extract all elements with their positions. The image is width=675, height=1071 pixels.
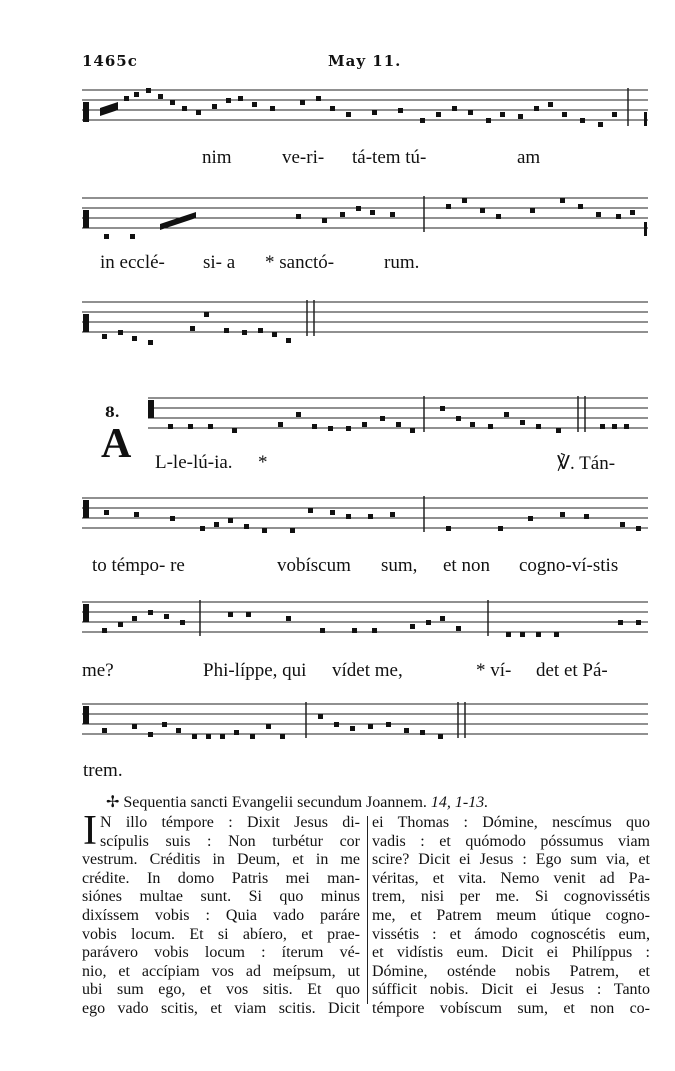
syllable: rum. bbox=[384, 252, 420, 273]
asterisk: * bbox=[258, 452, 268, 473]
gospel-right-column bbox=[372, 814, 650, 1019]
text-line: ubi sum ego, et vos sitis. Et quo bbox=[82, 981, 360, 999]
page-number: 1465c bbox=[82, 52, 138, 70]
text-line: scípulis suis : Non turbétur cor bbox=[100, 832, 360, 850]
syllable: * sanctó- bbox=[265, 252, 335, 273]
text-line: dixíssem vobis : Quia vado paráre bbox=[82, 906, 360, 924]
text-line: et vidístis eum. Dicit ei Philíppus : bbox=[372, 944, 650, 962]
chant-staff-7 bbox=[0, 694, 675, 754]
gospel-heading bbox=[106, 792, 488, 812]
gospel-reference: 14, 1-13. bbox=[430, 794, 489, 811]
chant-staff-3 bbox=[0, 292, 675, 352]
syllable: in ecclé- bbox=[100, 252, 165, 273]
syllable: det et Pá- bbox=[536, 660, 608, 681]
gospel-initial: I bbox=[83, 808, 97, 854]
page-date: May 11. bbox=[328, 52, 402, 70]
chant-staff-5 bbox=[0, 488, 675, 548]
chant-staff-4 bbox=[0, 388, 675, 448]
lyrics-line-6 bbox=[0, 660, 675, 684]
syllable: si- a bbox=[203, 252, 236, 273]
cross-icon: ✢ bbox=[106, 794, 120, 811]
text-line: témpore vobíscum sum, et non co- bbox=[372, 999, 650, 1017]
syllable: to témpo- re bbox=[92, 555, 185, 576]
chant-staff-2 bbox=[0, 188, 675, 248]
syllable: nim bbox=[202, 147, 232, 168]
syllable: vobíscum bbox=[277, 555, 351, 576]
gospel-title: Sequentia sancti Evangelii secundum Joannem. bbox=[123, 794, 427, 811]
lyrics-line-5 bbox=[0, 555, 675, 579]
text-line: ei Thomas : Dómine, nescímus quo bbox=[372, 814, 650, 831]
text-line: parávero vobis locum : íterum vé- bbox=[82, 944, 360, 962]
text-line: me, et Patrem meum útique cogno- bbox=[372, 906, 650, 924]
text-line: ego vado scitis, et viam scitis. Dicit bbox=[82, 999, 360, 1017]
text-line: scire? Dicit ei Jesus : Ego sum via, et bbox=[372, 851, 650, 869]
syllable: * ví- bbox=[476, 660, 512, 681]
alleluia-initial: A bbox=[101, 421, 132, 467]
lyrics-line-2 bbox=[0, 252, 675, 276]
lyrics-line-1 bbox=[0, 147, 675, 171]
column-divider bbox=[367, 816, 368, 1004]
text-line: Dómine, osténde nobis Patrem, et bbox=[372, 962, 650, 980]
text-line: véritas, et vita. Nemo venit ad Pa- bbox=[372, 869, 650, 887]
versicle: ℣. Tán- bbox=[557, 453, 616, 474]
text-line: crédite. In domo Patris mei man- bbox=[82, 869, 360, 887]
lyrics-line-7 bbox=[0, 760, 675, 784]
syllable: Phi-líppe, qui bbox=[203, 660, 307, 681]
text-line: vobis locum. Et si abíero, et prae- bbox=[82, 925, 360, 943]
chant-staff-6 bbox=[0, 592, 675, 652]
lyrics-line-4 bbox=[0, 452, 675, 476]
syllable: sum, bbox=[381, 555, 418, 576]
text-line: siónes multae sunt. Si quo minus bbox=[82, 888, 360, 906]
syllable: L-le-lú-ia. bbox=[155, 452, 233, 473]
text-line: trem, nisi per me. Si cognovissétis bbox=[372, 888, 650, 906]
syllable: tá-tem tú- bbox=[352, 147, 427, 168]
text-line: vissétis : et ámodo cognoscétis eum, bbox=[372, 925, 650, 943]
syllable: trem. bbox=[83, 760, 123, 781]
syllable: me? bbox=[82, 660, 114, 681]
syllable: vídet me, bbox=[332, 660, 403, 681]
alleluia-number: 8. bbox=[105, 405, 120, 421]
syllable: et non bbox=[443, 555, 490, 576]
syllable: am bbox=[517, 147, 541, 168]
text-line: nio, et accípiam vos ad meípsum, ut bbox=[82, 962, 360, 980]
gospel-left-column bbox=[82, 814, 360, 1019]
chant-staff-1 bbox=[0, 82, 675, 142]
syllable: cogno-ví-stis bbox=[519, 555, 619, 576]
text-line: N illo témpore : Dixit Jesus di- bbox=[100, 814, 360, 831]
text-line: vestrum. Créditis in Deum, et in me bbox=[82, 851, 360, 869]
text-line: vadis : et quómodo póssumus viam bbox=[372, 832, 650, 850]
text-line: súfficit nobis. Dicit ei Jesus : Tanto bbox=[372, 981, 650, 999]
syllable: ve-ri- bbox=[282, 147, 325, 168]
